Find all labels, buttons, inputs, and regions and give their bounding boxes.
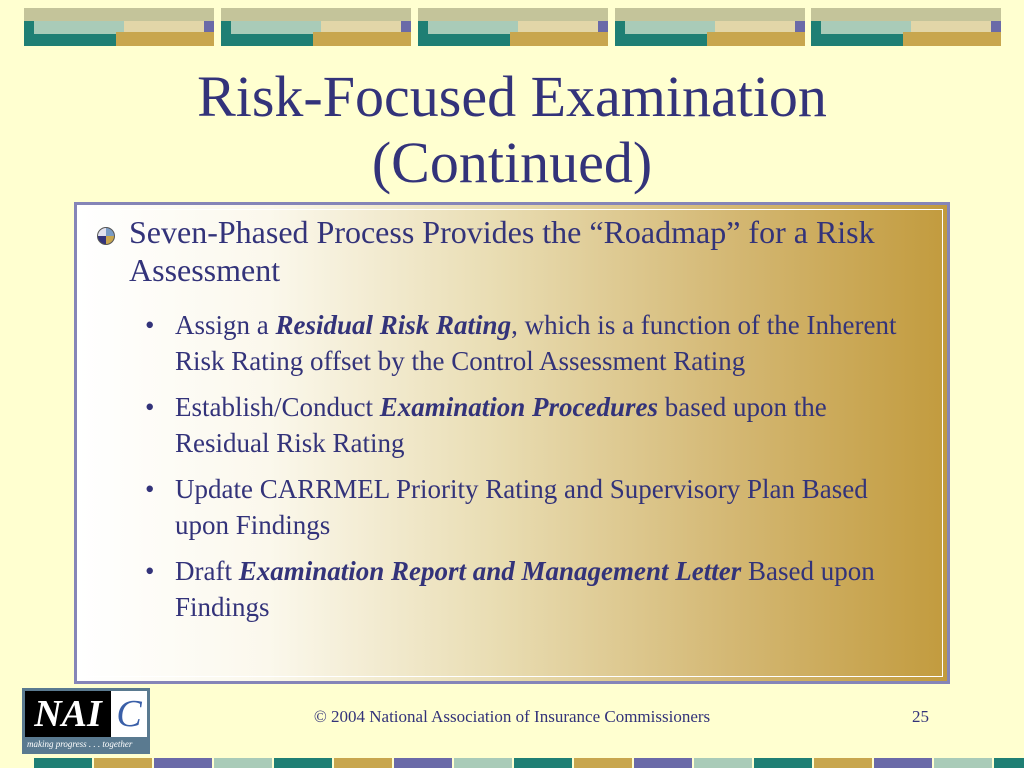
decorative-strip-segment [994, 758, 1024, 768]
decorative-strip-segment [934, 758, 992, 768]
decorative-tile [24, 8, 214, 46]
decorative-strip-segment [634, 758, 692, 768]
sub-bullet-list [131, 307, 921, 635]
decorative-strip-segment [154, 758, 212, 768]
decorative-strip-segment [214, 758, 272, 768]
sub-bullet-emphasis: Examination Report and Management Letter [238, 556, 742, 586]
bullet-dot: • [145, 310, 155, 340]
page-number: 25 [912, 707, 929, 726]
sphere-bullet-icon [97, 227, 115, 245]
main-bullet-text: Seven-Phased Process Provides the “Roadmap” for a Risk Assessment [129, 214, 875, 288]
decorative-strip-segment [394, 758, 452, 768]
sub-bullet-text: Establish/Conduct [175, 392, 380, 422]
sub-bullet-emphasis: Residual Risk Rating [275, 310, 512, 340]
logo-main-text: NAI [25, 691, 111, 737]
sub-bullet-text: Draft [175, 556, 239, 586]
decorative-tile [221, 8, 411, 46]
decorative-strip-segment [454, 758, 512, 768]
slide-title [0, 64, 1024, 196]
decorative-strip-segment [34, 758, 92, 768]
sub-bullet-emphasis: Examination Procedures [379, 392, 659, 422]
decorative-strip-segment [694, 758, 752, 768]
sub-bullet-item [131, 389, 921, 461]
sub-bullet-item [131, 553, 921, 625]
decorative-strip-segment [514, 758, 572, 768]
logo-tagline: making progress . . . together [27, 739, 133, 749]
decorative-top-strip [24, 8, 1004, 46]
sub-bullet-text: based upon the Residual Risk Rating [175, 392, 827, 458]
sub-bullet-text: Based upon Findings [175, 556, 875, 622]
bullet-dot: • [145, 474, 155, 504]
slide-title-line-1: Risk-Focused Examination [197, 64, 827, 129]
decorative-strip-segment [274, 758, 332, 768]
content-box [74, 202, 950, 684]
decorative-tile [615, 8, 805, 46]
sub-bullet-item [131, 307, 921, 379]
decorative-tile [811, 8, 1001, 46]
decorative-strip-segment [814, 758, 872, 768]
logo-accent-text: C [111, 691, 147, 737]
decorative-strip-segment [94, 758, 152, 768]
footer-copyright: © 2004 National Association of Insurance Commissioners [313, 707, 711, 726]
sub-bullet-item [131, 471, 921, 543]
decorative-strip-segment [874, 758, 932, 768]
bullet-dot: • [145, 392, 155, 422]
slide-title-line-2: (Continued) [371, 130, 653, 195]
sub-bullet-text: Update CARRMEL Priority Rating and Supervisory Plan Based upon Findings [175, 474, 868, 540]
main-bullet [89, 213, 919, 289]
decorative-bottom-strip [0, 758, 1024, 768]
decorative-strip-segment [334, 758, 392, 768]
decorative-strip-segment [574, 758, 632, 768]
decorative-strip-segment [754, 758, 812, 768]
decorative-tile [418, 8, 608, 46]
sub-bullet-text: , which is a function of the Inherent Risk Rating offset by the Control Assessment Rating [175, 310, 897, 376]
sub-bullet-text: Assign a [175, 310, 276, 340]
bullet-dot: • [145, 556, 155, 586]
